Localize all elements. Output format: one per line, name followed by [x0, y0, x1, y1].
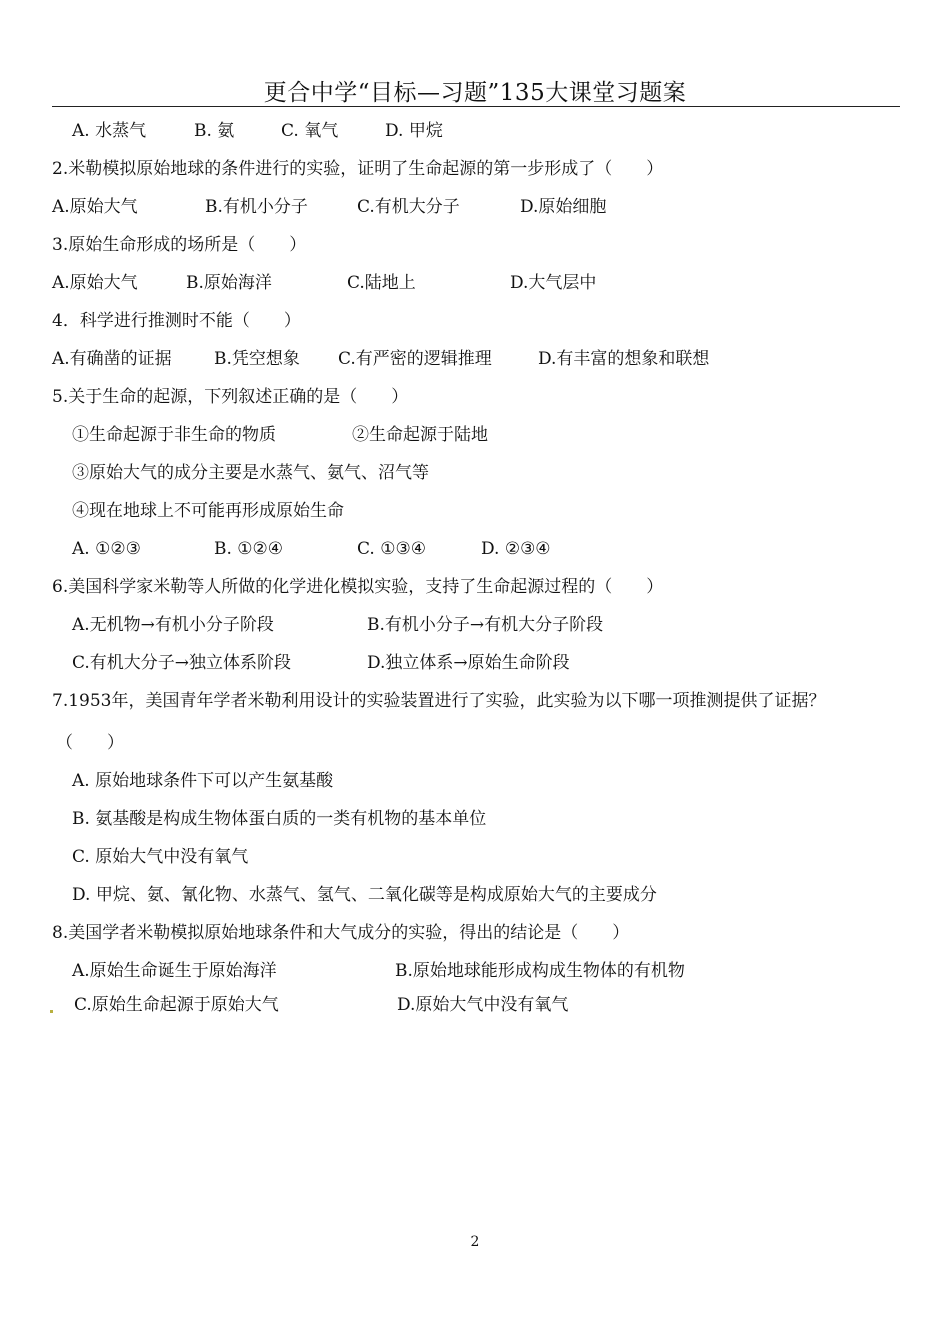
q3-option-b: B.原始海洋 — [186, 273, 272, 293]
q3-option-d: D.大气层中 — [510, 273, 597, 293]
q5-option-d: D. ②③④ — [481, 539, 551, 559]
page-header-title: 更合中学“目标—习题”135大课堂习题案 — [263, 80, 687, 106]
q5-option-b: B. ①②④ — [214, 539, 284, 559]
q5-option-a: A. ①②③ — [72, 539, 141, 559]
q6-option-b: B.有机小分子→有机大分子阶段 — [367, 615, 604, 635]
stray-mark — [50, 1010, 53, 1013]
q1-option-d: D. 甲烷 — [385, 121, 443, 141]
q7-answer-paren: （ ） — [56, 733, 124, 753]
q2-option-c: C.有机大分子 — [357, 197, 460, 217]
header-divider — [52, 106, 900, 107]
q2-stem: 2.米勒模拟原始地球的条件进行的实验，证明了生命起源的第一步形成了（ ） — [52, 159, 664, 179]
q5-stem: 5.关于生命的起源，下列叙述正确的是（ ） — [52, 387, 409, 407]
q4-stem: 4．科学进行推测时不能（ ） — [52, 311, 301, 331]
q8-option-a: A.原始生命诞生于原始海洋 — [72, 961, 277, 981]
q6-stem: 6.美国科学家米勒等人所做的化学进化模拟实验，支持了生命起源过程的（ ） — [52, 577, 664, 597]
q6-option-a: A.无机物→有机小分子阶段 — [72, 615, 274, 635]
q4-option-c: C.有严密的逻辑推理 — [338, 349, 492, 369]
q3-option-c: C.陆地上 — [347, 273, 416, 293]
q3-stem: 3.原始生命形成的场所是（ ） — [52, 235, 307, 255]
q5-statement-4: ④现在地球上不可能再形成原始生命 — [72, 501, 344, 521]
q5-statement-3: ③原始大气的成分主要是水蒸气、氨气、沼气等 — [72, 463, 429, 483]
q6-option-d: D.独立体系→原始生命阶段 — [367, 653, 570, 673]
q8-option-b: B.原始地球能形成构成生物体的有机物 — [395, 961, 685, 981]
q5-statement-1: ①生命起源于非生命的物质 — [72, 425, 276, 445]
q4-option-d: D.有丰富的想象和联想 — [538, 349, 710, 369]
q2-option-d: D.原始细胞 — [520, 197, 607, 217]
q4-option-a: A.有确凿的证据 — [52, 349, 172, 369]
q7-option-a: A. 原始地球条件下可以产生氨基酸 — [72, 771, 334, 791]
q6-option-c: C.有机大分子→独立体系阶段 — [72, 653, 292, 673]
q1-option-c: C. 氧气 — [281, 121, 339, 141]
q1-option-a: A. 水蒸气 — [72, 121, 147, 141]
q8-option-c: C.原始生命起源于原始大气 — [74, 995, 279, 1015]
q7-option-c: C. 原始大气中没有氧气 — [72, 847, 249, 867]
q2-option-a: A.原始大气 — [52, 197, 138, 217]
q1-option-b: B. 氨 — [194, 121, 235, 141]
q2-option-b: B.有机小分子 — [205, 197, 308, 217]
q7-stem: 7.1953年，美国青年学者米勒利用设计的实验装置进行了实验，此实验为以下哪一项推测提供了证据？ — [52, 691, 826, 711]
q3-option-a: A.原始大气 — [52, 273, 138, 293]
q4-option-b: B.凭空想象 — [214, 349, 300, 369]
q8-stem: 8.美国学者米勒模拟原始地球条件和大气成分的实验，得出的结论是（ ） — [52, 923, 630, 943]
q7-option-d: D. 甲烷、氨、氰化物、水蒸气、氢气、二氧化碳等是构成原始大气的主要成分 — [72, 885, 657, 905]
q5-statement-2: ②生命起源于陆地 — [352, 425, 488, 445]
q7-option-b: B. 氨基酸是构成生物体蛋白质的一类有机物的基本单位 — [72, 809, 487, 829]
page-number: 2 — [470, 1234, 480, 1250]
q8-option-d: D.原始大气中没有氧气 — [397, 995, 569, 1015]
q5-option-c: C. ①③④ — [357, 539, 426, 559]
